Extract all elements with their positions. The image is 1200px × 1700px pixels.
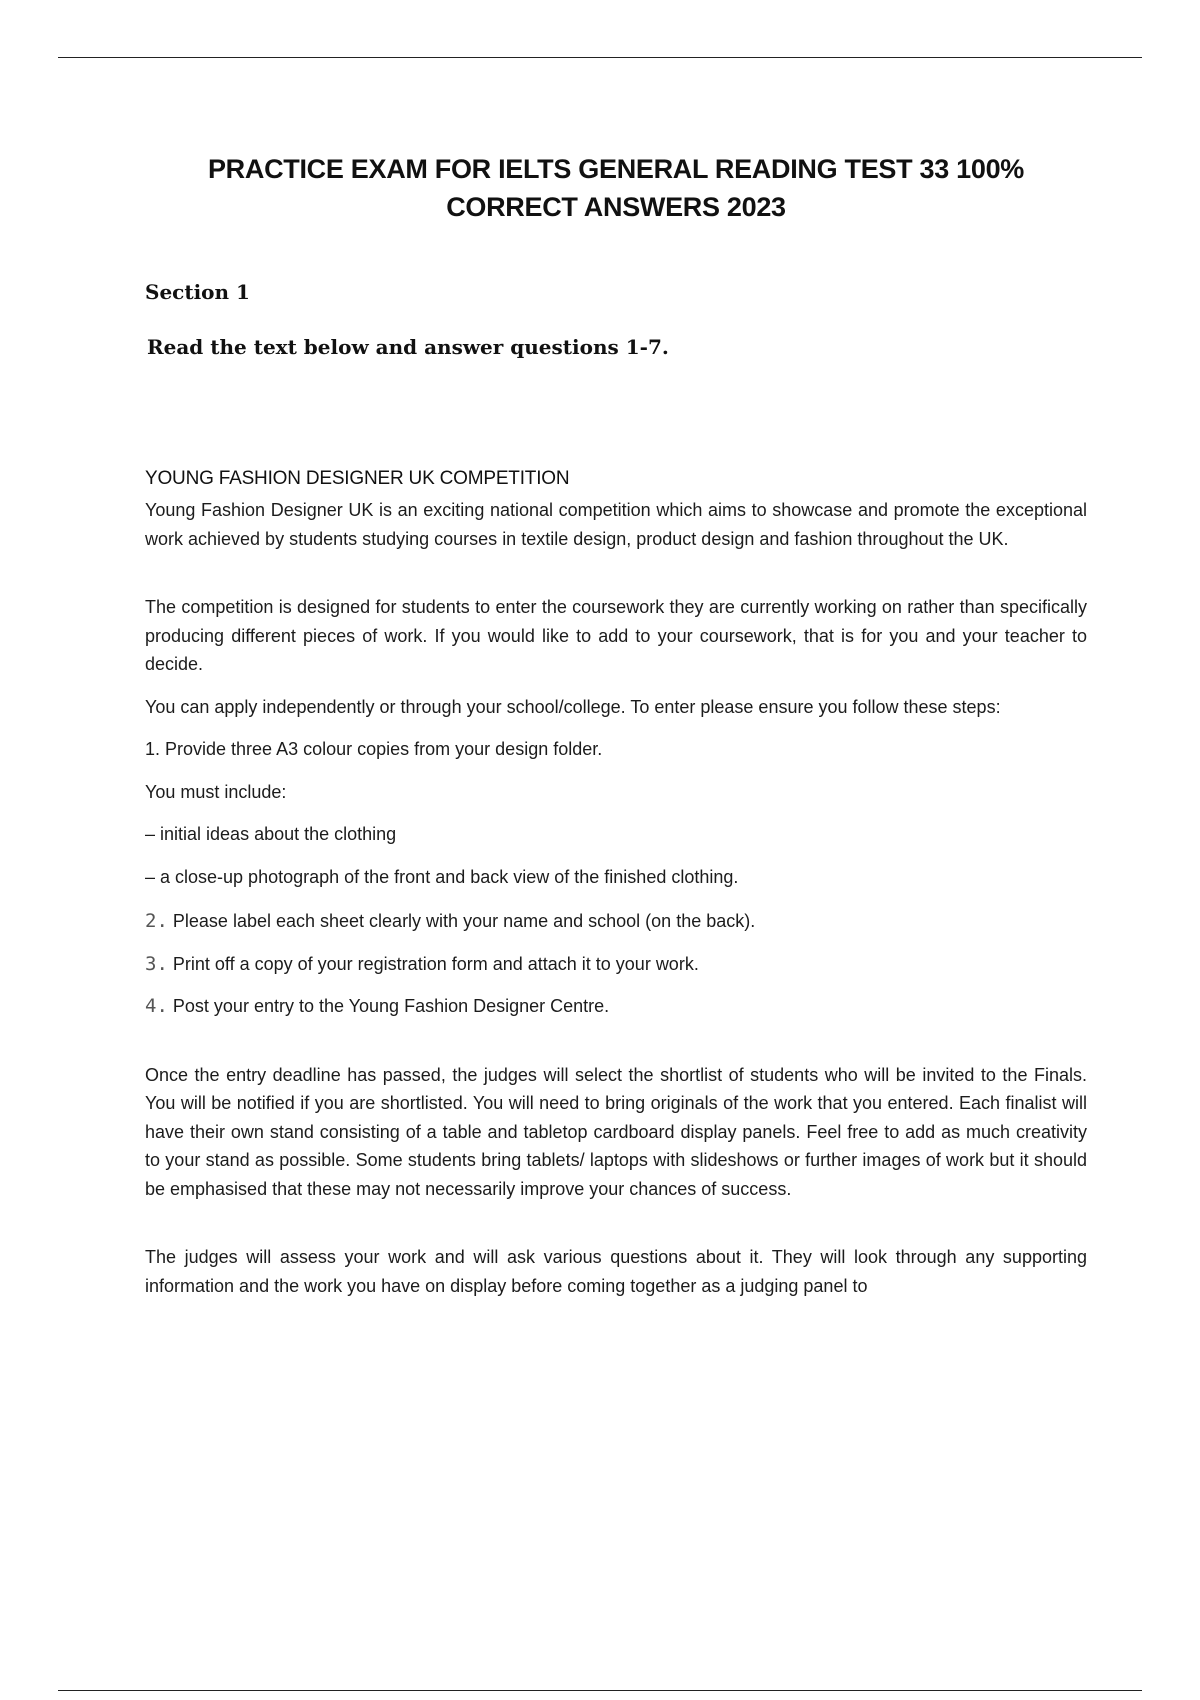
step-2-text: Please label each sheet clearly with your name and school (on the back). bbox=[172, 911, 756, 931]
must-include-label: You must include: bbox=[145, 781, 287, 802]
step-3 bbox=[145, 950, 1087, 979]
step-4-number: 4. bbox=[145, 995, 168, 1017]
bullet-initial-ideas: – initial ideas about the clothing bbox=[145, 824, 397, 844]
step-3-number: 3. bbox=[145, 952, 168, 975]
article-heading: YOUNG FASHION DESIGNER UK COMPETITION bbox=[145, 468, 570, 489]
judges-paragraph: The judges will assess your work and will ask various questions about it. They will look through any supporting information and the work you have on display before coming together as a judging panel to bbox=[145, 1247, 1087, 1296]
reading-instruction: Read the text below and answer questions 1-7. bbox=[147, 335, 669, 359]
document-page bbox=[145, 150, 1087, 1300]
document-title: PRACTICE EXAM FOR IELTS GENERAL READING TEST 33 100% CORRECT ANSWERS 2023 bbox=[207, 154, 1025, 222]
step-2-number: 2. bbox=[145, 910, 168, 932]
coursework-paragraph: The competition is designed for students to enter the coursework they are currently working on rather than specifically producing different pieces of work. If you would like to add to your coursework, that is for you and your teacher to decide. bbox=[145, 597, 1087, 674]
step-2 bbox=[145, 907, 1087, 936]
finals-paragraph: Once the entry deadline has passed, the judges will select the shortlist of students who will be invited to the Finals. You will be notified if you are shortlisted. You will need to bring originals of the work that you entered. Each finalist will have their own stand consisting of a table and tabletop cardboard display panels. Feel free to add as much creativity to your stand as possible. Some students bring tablets/ laptops with slideshows or further images of work but it should be emphasised that these may not necessarily improve your chances of success. bbox=[145, 1064, 1087, 1199]
bottom-rule bbox=[58, 1690, 1142, 1691]
bullet-photograph: – a close-up photograph of the front and back view of the finished clothing. bbox=[145, 866, 739, 887]
apply-paragraph: You can apply independently or through your school/college. To enter please ensure you follow these steps: bbox=[145, 696, 1001, 717]
step-4-text: Post your entry to the Young Fashion Designer Centre. bbox=[172, 996, 610, 1016]
step-4 bbox=[145, 992, 1087, 1021]
step-3-text: Print off a copy of your registration form and attach it to your work. bbox=[172, 953, 699, 974]
section-label: Section 1 bbox=[145, 280, 250, 304]
step-1: 1. Provide three A3 colour copies from your design folder. bbox=[145, 739, 603, 759]
intro-paragraph: Young Fashion Designer UK is an exciting national competition which aims to showcase and promote the exceptional work achieved by students studying courses in textile design, product design and fashion throughout the UK. bbox=[145, 500, 1087, 549]
top-rule bbox=[58, 57, 1142, 58]
